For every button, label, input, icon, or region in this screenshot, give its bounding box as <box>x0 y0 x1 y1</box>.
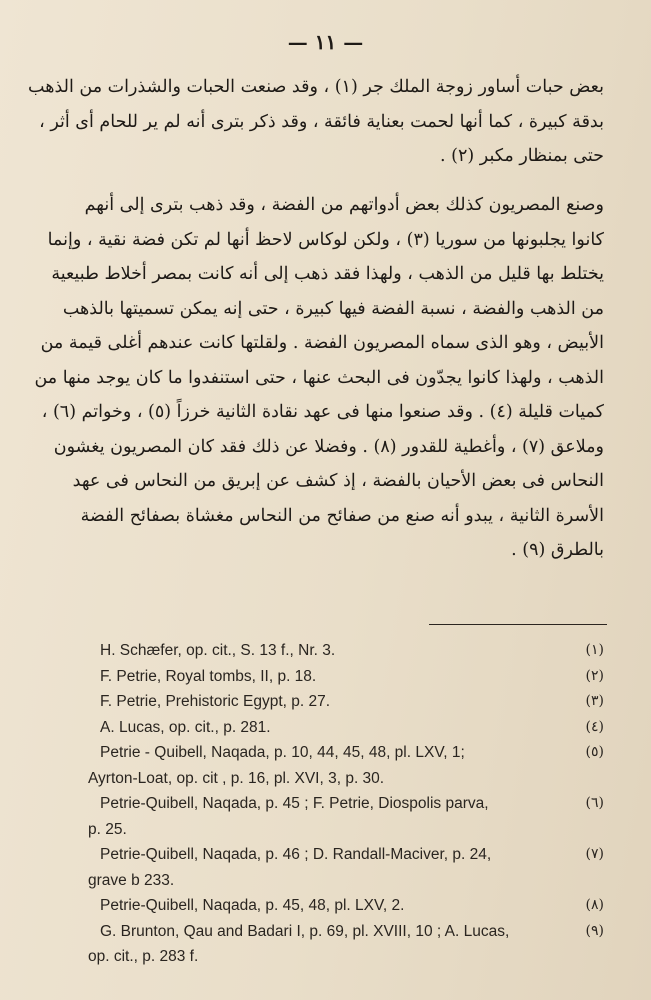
text-line: الأسرة الثانية ، يبدو أنه صنع من صفائح من النحاس مغشاة بصفائح الفضة <box>80 505 604 526</box>
text-line: كانوا يجلبونها من سوريا (٣) ، ولكن لوكاس لاحظ أنها لم تكن فضة نقية ، وإنما <box>47 229 604 250</box>
footnote-number: (٩) <box>585 922 604 939</box>
footnote-number: (٤) <box>585 718 604 735</box>
footnote-5-continued <box>88 766 608 792</box>
text-line: النحاس فى بعض الأحيان بالفضة ، إذ كشف عن إبريق من النحاس فى عهد <box>72 471 604 491</box>
footnote-2 <box>88 664 608 690</box>
text-line: بالطرق (٩) . <box>511 540 604 560</box>
footnote-ref: Petrie-Quibell, Naqada, p. 45, 48, pl. LXV, 2. <box>100 897 405 914</box>
footnote-ref: F. Petrie, Royal tombs, II, p. 18. <box>100 667 317 685</box>
footnote-ref: A. Lucas, op. cit., p. 281. <box>100 718 271 736</box>
footnote-4 <box>88 715 608 741</box>
text-line: بعض حبات أساور زوجة الملك جر (١) ، وقد صنعت الحبات والشذرات من الذهب <box>28 77 604 97</box>
footnote-6-continued <box>88 817 608 843</box>
footnote-1 <box>88 638 608 664</box>
footnote-number: (٢) <box>585 667 604 684</box>
text-line: بدقة كبيرة ، كما أنها لحمت بعناية فائقة ، وقد ذكر بترى أنه لم ير للحام أى أثر ، <box>39 111 604 132</box>
footnote-number: (٦) <box>585 795 604 811</box>
footnote-ref-continued: grave b 233. <box>88 871 175 889</box>
paragraph-1 <box>28 70 604 174</box>
footnote-number: (١) <box>585 642 604 658</box>
footnote-6 <box>88 791 608 817</box>
footnote-8 <box>88 893 608 919</box>
page-number: — ١١ — <box>287 30 364 54</box>
footnote-number: (٥) <box>585 744 604 760</box>
footnote-number: (٣) <box>585 693 604 709</box>
footnote-ref: F. Petrie, Prehistoric Egypt, p. 27. <box>100 693 331 710</box>
footnote-3 <box>88 689 608 715</box>
footnote-ref: H. Schæfer, op. cit., S. 13 f., Nr. 3. <box>100 642 336 659</box>
footnote-ref-continued: p. 25. <box>88 820 127 838</box>
text-line: كميات قليلة (٤) . وقد صنعوا منها فى عهد نقادة الثانية خرزاً (٥) ، وخواتم (٦) ، <box>41 402 604 422</box>
footnote-number: (٧) <box>585 846 604 862</box>
text-line: وصنع المصريون كذلك بعض أدواتهم من الفضة ، وقد ذهب بترى إلى أنهم <box>84 195 604 215</box>
footnote-9-continued <box>88 944 608 970</box>
footnote-ref: G. Brunton, Qau and Badari I, p. 69, pl. XVIII, 10 ; A. Lucas, <box>100 922 510 940</box>
footnote-7 <box>88 842 608 868</box>
footnote-ref-continued: op. cit., p. 283 f. <box>88 948 199 965</box>
text-line: الأبيض ، وهو الذى سماه المصريون الفضة . ولقلتها كانت عندهم أغلى قيمة من <box>40 333 604 353</box>
footnote-separator <box>429 624 607 625</box>
footnote-ref: Petrie-Quibell, Naqada, p. 46 ; D. Randall-Maciver, p. 24, <box>100 846 492 863</box>
footnote-ref: Petrie-Quibell, Naqada, p. 45 ; F. Petrie, Diospolis parva, <box>100 795 489 812</box>
footnote-number: (٨) <box>585 897 604 913</box>
footnote-9 <box>88 919 608 945</box>
footnote-ref: Petrie - Quibell, Naqada, p. 10, 44, 45, 48, pl. LXV, 1; <box>100 744 465 761</box>
paragraph-2 <box>34 188 604 568</box>
footnote-5 <box>88 740 608 766</box>
text-line: يختلط بها قليل من الذهب ، ولهذا فقد ذهب إلى أنه كانت بمصر أخلاط طبيعية <box>51 264 604 284</box>
footnotes <box>88 638 608 970</box>
footnote-7-continued <box>88 868 608 894</box>
text-line: من الذهب والفضة ، نسبة الفضة فيها كبيرة ، حتى إنه يمكن تسميتها بالذهب <box>62 298 604 319</box>
text-line: وملاعق (٧) ، وأغطية للقدور (٨) . وفضلا عن ذلك فقد كان المصريون يغشون <box>53 436 604 457</box>
text-line: حتى بمنظار مكبر (٢) . <box>440 146 604 166</box>
footnote-ref-continued: Ayrton-Loat, op. cit , p. 16, pl. XVI, 3, p. 30. <box>88 769 385 787</box>
text-line: الذهب ، ولهذا كانوا يجدّون فى البحث عنها ، حتى استنفدوا ما كان يوجد منها من <box>34 367 604 388</box>
